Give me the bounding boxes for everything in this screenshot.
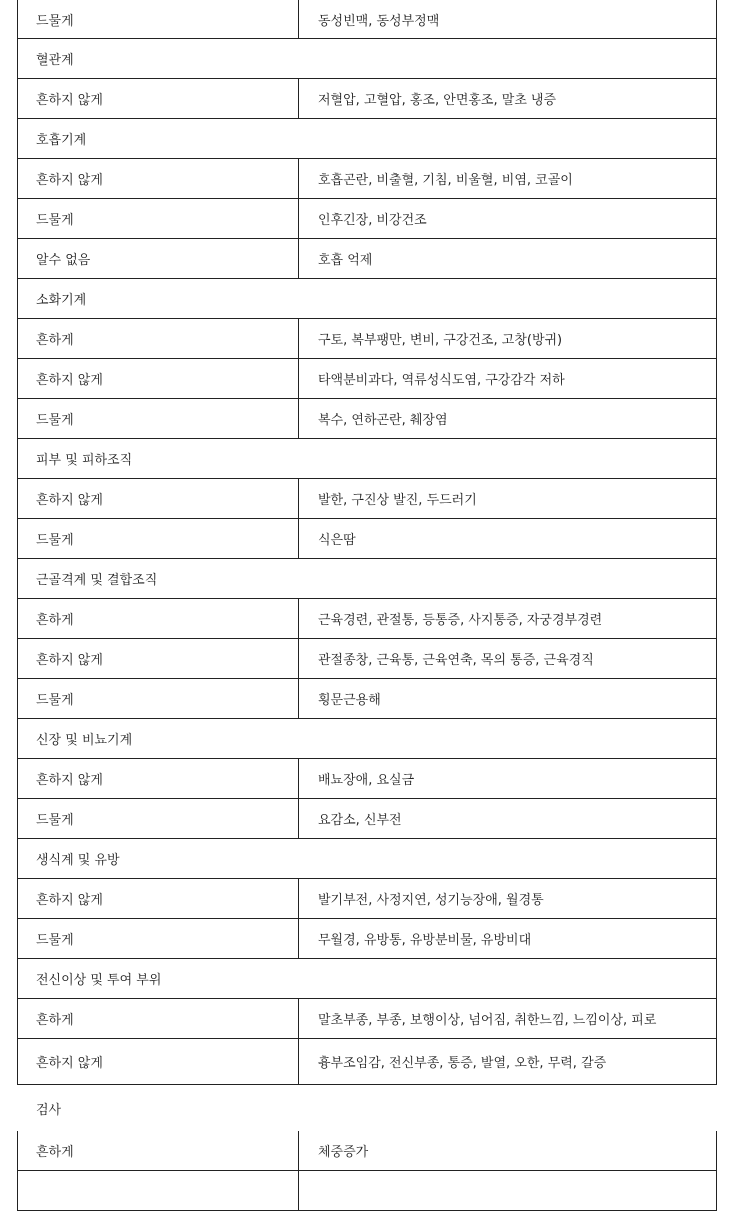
table-row (17, 0, 717, 39)
table-row (17, 1171, 717, 1211)
effects-cell: 배뇨장애, 요실금 (298, 759, 716, 798)
category-row (17, 279, 717, 319)
table-row (17, 919, 717, 959)
effects-cell: 체중증가 (298, 1131, 716, 1170)
table-row (17, 879, 717, 919)
table-row (17, 319, 717, 359)
effects-cell (298, 1171, 716, 1210)
frequency-cell: 흔하지 않게 (36, 1056, 103, 1071)
frequency-cell: 흔하게 (36, 613, 74, 628)
effects-cell: 관절종창, 근육통, 근육연축, 목의 통증, 근육경직 (298, 639, 716, 678)
category-row (17, 119, 717, 159)
adverse-effects-table (17, 0, 717, 1211)
effects-cell: 구토, 복부팽만, 변비, 구강건조, 고창(방귀) (298, 319, 716, 358)
category-row (17, 959, 717, 999)
effects-cell: 타액분비과다, 역류성식도염, 구강감각 저하 (298, 359, 716, 398)
table-row (17, 1131, 717, 1171)
table-row (17, 999, 717, 1039)
category-label: 호흡기계 (36, 133, 87, 148)
effects-cell: 호흡 억제 (298, 239, 716, 278)
effects-cell: 동성빈맥, 동성부정맥 (298, 0, 716, 38)
frequency-cell: 드물게 (36, 933, 74, 948)
effects-cell: 발기부전, 사정지연, 성기능장애, 월경통 (298, 879, 716, 918)
effects-cell: 복수, 연하곤란, 췌장염 (298, 399, 716, 438)
table-row (17, 359, 717, 399)
frequency-cell: 드물게 (36, 533, 74, 548)
category-label: 근골격계 및 결합조직 (36, 573, 158, 588)
effects-cell: 말초부종, 부종, 보행이상, 넘어짐, 취한느낌, 느낌이상, 피로 (298, 999, 716, 1038)
table-row (17, 239, 717, 279)
frequency-cell: 드물게 (36, 13, 74, 29)
category-row (17, 39, 717, 79)
table-row (17, 399, 717, 439)
frequency-cell: 알수 없음 (36, 253, 91, 268)
frequency-cell: 흔하지 않게 (36, 373, 103, 388)
table-row (17, 159, 717, 199)
category-label: 혈관계 (36, 53, 74, 68)
category-label: 생식계 및 유방 (36, 853, 120, 868)
table-row (17, 1039, 717, 1085)
category-label: 전신이상 및 투여 부위 (36, 973, 162, 988)
category-label: 검사 (36, 1102, 62, 1118)
frequency-cell: 흔하지 않게 (36, 893, 103, 908)
effects-cell: 식은땀 (298, 519, 716, 558)
frequency-cell: 드물게 (36, 413, 74, 428)
effects-cell: 저혈압, 고혈압, 홍조, 안면홍조, 말초 냉증 (298, 79, 716, 118)
table-row (17, 639, 717, 679)
frequency-cell: 흔하지 않게 (36, 173, 103, 188)
table-row (17, 79, 717, 119)
frequency-cell: 흔하게 (36, 1013, 74, 1028)
effects-cell: 호흡곤란, 비출혈, 기침, 비울혈, 비염, 코골이 (298, 159, 716, 198)
category-label: 피부 및 피하조직 (36, 453, 133, 468)
category-row (17, 1085, 717, 1131)
frequency-cell: 드물게 (36, 693, 74, 708)
table-row (17, 519, 717, 559)
category-row (17, 839, 717, 879)
table-row (17, 799, 717, 839)
table-row (17, 679, 717, 719)
category-row (17, 719, 717, 759)
frequency-cell: 흔하지 않게 (36, 93, 103, 108)
frequency-cell: 흔하지 않게 (36, 773, 103, 788)
effects-cell: 근육경련, 관절통, 등통증, 사지통증, 자궁경부경련 (298, 599, 716, 638)
table-row (17, 199, 717, 239)
effects-cell: 횡문근용해 (298, 679, 716, 718)
frequency-cell: 흔하게 (36, 1145, 74, 1160)
frequency-cell: 드물게 (36, 213, 74, 228)
effects-cell: 인후긴장, 비강건조 (298, 199, 716, 238)
effects-cell: 흉부조임감, 전신부종, 통증, 발열, 오한, 무력, 갈증 (298, 1039, 716, 1084)
frequency-cell: 흔하게 (36, 333, 74, 348)
table-row (17, 479, 717, 519)
frequency-cell: 흔하지 않게 (36, 493, 103, 508)
category-label: 신장 및 비뇨기계 (36, 733, 133, 748)
frequency-cell: 드물게 (36, 813, 74, 828)
category-row (17, 439, 717, 479)
category-label: 소화기계 (36, 293, 87, 308)
category-row (17, 559, 717, 599)
frequency-cell: 흔하지 않게 (36, 653, 103, 668)
table-row (17, 599, 717, 639)
table-row (17, 759, 717, 799)
effects-cell: 요감소, 신부전 (298, 799, 716, 838)
effects-cell: 무월경, 유방통, 유방분비물, 유방비대 (298, 919, 716, 958)
effects-cell: 발한, 구진상 발진, 두드러기 (298, 479, 716, 518)
frequency-cell (18, 1171, 298, 1210)
